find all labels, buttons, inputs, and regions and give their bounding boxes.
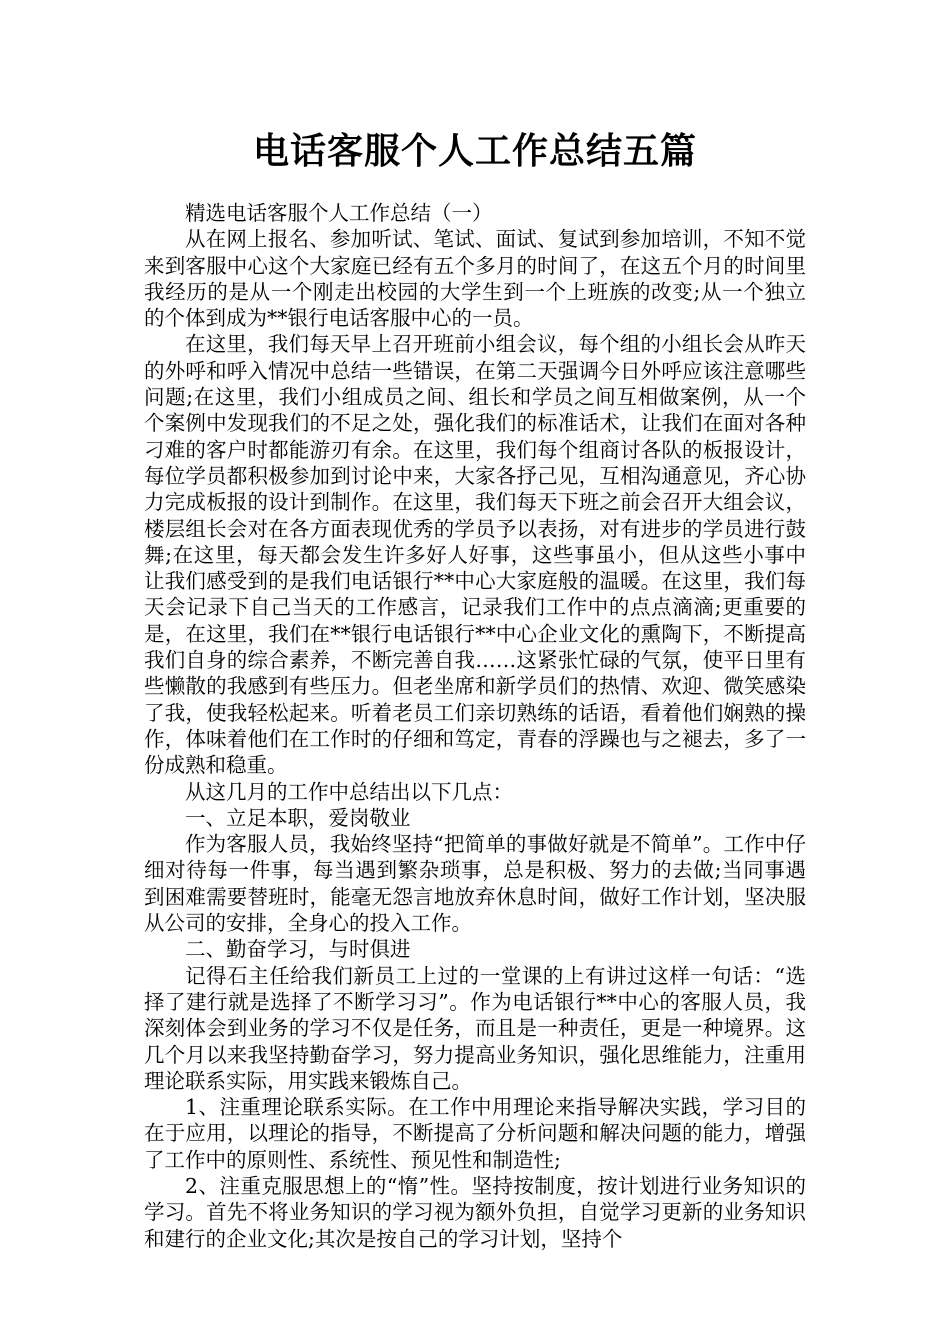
paragraph: 2、注重克服思想上的“惰”性。坚持按制度，按计划进行业务知识的学习。首先不将业务知识的学习视为额外负担，自觉学习更新的业务知识和建行的企业文化;其次是按自己的学习计划，坚持个: [144, 1173, 806, 1251]
paragraph: 作为客服人员，我始终坚持“把简单的事做好就是不简单”。工作中仔细对待每一件事，每当遇到繁杂琐事，总是积极、努力的去做;当同事遇到困难需要替班时，能毫无怨言地放弃休息时间，做好工作计划，坚决服从公司的安排，全身心的投入工作。: [144, 832, 806, 936]
section-heading: 精选电话客服个人工作总结（一）: [185, 201, 493, 225]
paragraph: 1、注重理论联系实际。在工作中用理论来指导解决实践，学习目的在于应用，以理论的指导，不断提高了分析问题和解决问题的能力，增强了工作中的原则性、系统性、预见性和制造性;: [144, 1095, 806, 1172]
paragraph: 在这里，我们每天早上召开班前小组会议，每个组的小组长会从昨天的外呼和呼入情况中总结一些错误，在第二天强调今日外呼应该注意哪些问题;在这里，我们小组成员之间、组长和学员之间互相做案例，从一个个案例中发现我们的不足之处，强化我们的标准话术，让我们在面对各种刁难的客户时都能游刃有余。在这里，我们每个组商讨各队的板报设计，每位学员都积极参加到讨论中来，大家各抒己见，互相沟通意见，齐心协力完成板报的设计到制作。在这里，我们每天下班之前会召开大组会议，楼层组长会对在各方面表现优秀的学员予以表扬，对有进步的学员进行鼓舞;在这里，每天都会发生许多好人好事，这些事虽小，但从这些小事中让我们感受到的是我们电话银行**中心大家庭般的温暖。在这里，我们每天会记录下自己当天的工作感言，记录我们工作中的点点滴滴;更重要的是，在这里，我们在**银行电话银行**中心企业文化的熏陶下，不断提高我们自身的综合素养，不断完善自我……这紧张忙碌的气氛，使平日里有些懒散的我感到有些压力。但老坐席和新学员们的热情、欢迎、微笑感染了我，使我轻松起来。听着老员工们亲切熟练的话语，看着他们娴熟的操作，体味着他们在工作时的仔细和笃定，青春的浮躁也与之褪去，多了一份成熟和稳重。: [144, 332, 806, 778]
document-page: [144, 0, 806, 1252]
paragraph: 从在网上报名、参加听试、笔试、面试、复试到参加培训，不知不觉来到客服中心这个大家庭已经有五个多月的时间了，在这五个月的时间里我经历的是从一个刚走出校园的大学生到一个上班族的改变;从一个独立的个体到成为**银行电话客服中心的一员。: [144, 227, 806, 331]
paragraph: 从这几月的工作中总结出以下几点：: [185, 779, 513, 804]
document-title: 电话客服个人工作总结五篇: [252, 131, 697, 172]
subheading: 二、勤奋学习，与时俱进: [185, 937, 411, 962]
paragraph: 记得石主任给我们新员工上过的一堂课的上有讲过这样一句话：“选择了建行就是选择了不断学习习”。作为电话银行**中心的客服人员，我深刻体会到业务的学习不仅是任务，而且是一种责任，更是一种境界。这几个月以来我坚持勤奋学习，努力提高业务知识，强化思维能力，注重用理论联系实际，用实践来锻炼自己。: [144, 963, 806, 1093]
subheading: 一、立足本职，爱岗敬业: [185, 805, 411, 830]
document-body: [144, 200, 806, 1252]
